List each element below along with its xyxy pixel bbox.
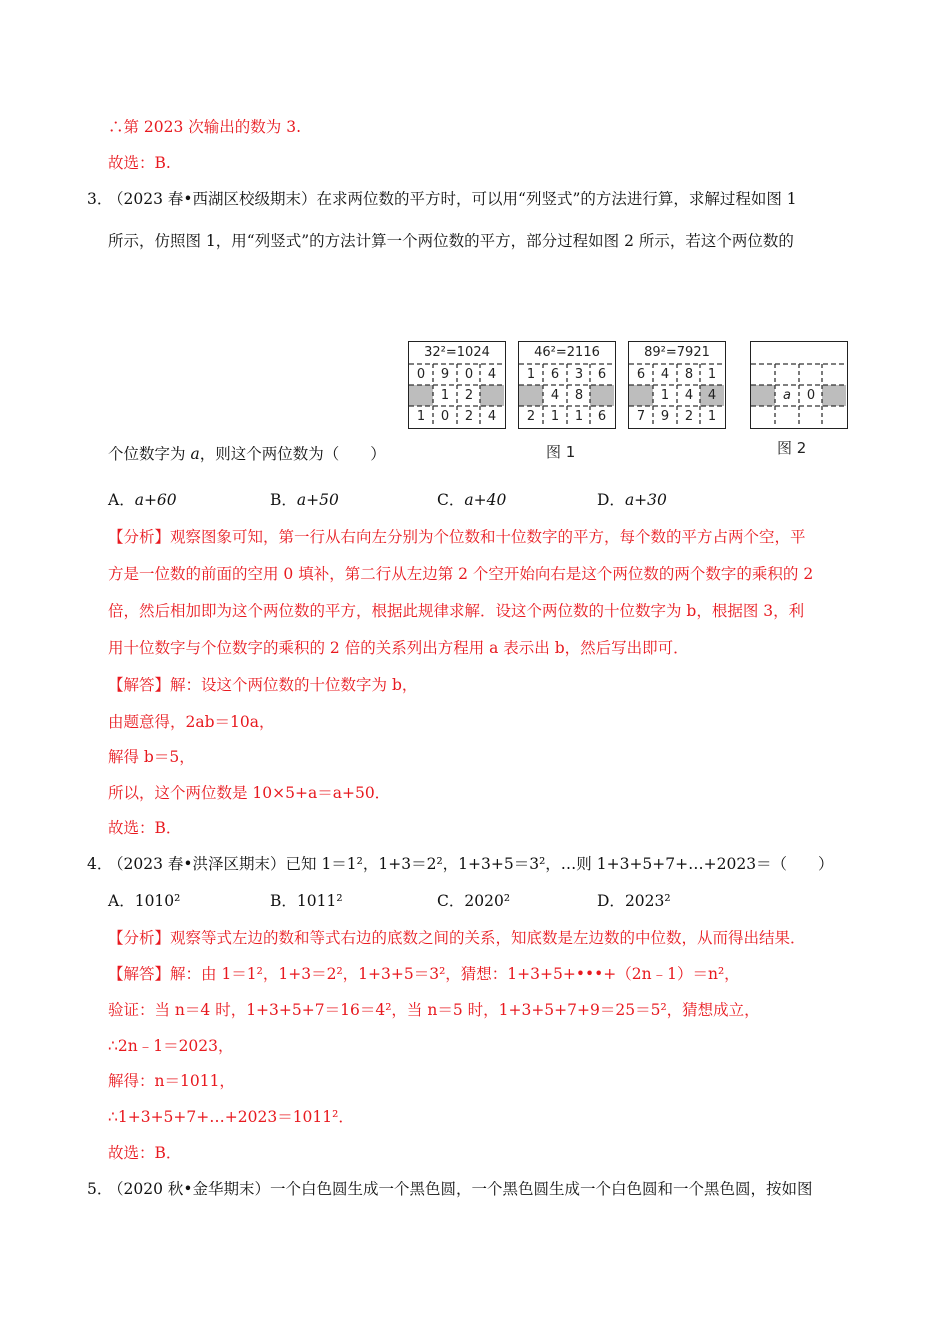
grid-digit: 4 (487, 367, 497, 382)
grid-digit: 7 (636, 409, 646, 424)
q4-option-d[interactable]: D．2023² (597, 892, 671, 910)
grid-digit: 0 (440, 409, 450, 424)
grid-digit: 6 (550, 367, 560, 382)
grid-digit: 8 (574, 388, 584, 403)
q3-answer: 故选：B． (108, 819, 182, 837)
figure1-caption: 图 1 (546, 443, 576, 461)
prev-conclusion: ∴第 2023 次输出的数为 3. (108, 118, 302, 136)
grid-header: 46²=2116 (534, 345, 600, 360)
grid-digit: 2 (464, 409, 474, 424)
q3-number: 3． (87, 190, 113, 208)
grid-digit: 0 (806, 388, 816, 403)
q4-analysis: 【分析】观察等式左边的数和等式右边的底数之间的关系，知底数是左边数的中位数，从而得出结果． (108, 929, 806, 947)
grid-digit: 2 (464, 388, 474, 403)
grid-digit: 2 (684, 409, 694, 424)
q3-option-c[interactable]: C．a+40 (437, 491, 507, 509)
q3-analysis-line4: 用十位数字与个位数字的乘积的 2 倍的关系列出方程用 a 表示出 b，然后写出即可． (108, 639, 689, 657)
solution-tag: 【解答】 (108, 676, 171, 694)
q5-number: 5． (87, 1180, 113, 1198)
q3-option-b[interactable]: B．a+50 (270, 491, 339, 509)
q4-solution-line1: 【解答】解：由 1＝1²，1+3＝2²，1+3+5＝3²，猜想：1+3+5+•••+（2n﹣1）＝n²， (108, 965, 740, 983)
grid-digit: a (783, 388, 791, 403)
q3-stem-line3: 个位数字为 a，则这个两位数为（ ） (108, 445, 386, 463)
analysis-tag: 【分析】 (108, 528, 171, 546)
q3-stem-line2: 所示，仿照图 1，用“列竖式”的方法计算一个两位数的平方，部分过程如图 2 所示，若这个两位数的 (108, 232, 794, 250)
shaded-cell (822, 385, 846, 406)
grid-digit: 1 (550, 409, 560, 424)
shaded-cell (629, 385, 653, 406)
q3-analysis-line1: 【分析】观察图象可知，第一行从右向左分别为个位数和十位数字的平方，每个数的平方占两个空，平 (108, 528, 806, 546)
q4-answer: 故选：B． (108, 1144, 182, 1162)
grid-digit: 4 (684, 388, 694, 403)
grid-digit: 1 (707, 367, 717, 382)
prev-answer: 故选：B. (108, 154, 171, 172)
grid-digit: 4 (660, 367, 670, 382)
grid-digit: 1 (574, 409, 584, 424)
grid-digit: 1 (440, 388, 450, 403)
grid-digit: 2 (526, 409, 536, 424)
grid-digit: 6 (597, 367, 607, 382)
q3-solution-line2: 由题意得，2ab＝10a， (108, 713, 275, 731)
shaded-cell (519, 385, 543, 406)
q4-solution-line5: ∴1+3+5+7+…+2023＝1011²． (108, 1108, 354, 1126)
grid-digit: 9 (440, 367, 450, 382)
grid-header: 32²=1024 (424, 345, 490, 360)
grid-digit: 1 (526, 367, 536, 382)
q3-analysis-line3: 倍，然后相加即为这个两位数的平方，根据此规律求解．设这个两位数的十位数字为 b，根据图 3，利 (108, 602, 805, 620)
grid-figure-1 (408, 341, 506, 429)
q3-stem-line1: （2023 春•西湖区校级期末）在求两位数的平方时，可以用“列竖式”的方法进行算，求解过程如图 1 (108, 190, 797, 208)
grid-figure-4 (750, 341, 848, 429)
q4-option-c[interactable]: C．2020² (437, 892, 511, 910)
grid-digit: 6 (597, 409, 607, 424)
grid-digit: 4 (707, 388, 717, 403)
grid-digit: 3 (574, 367, 584, 382)
q3-option-a[interactable]: A．a+60 (108, 491, 177, 509)
grid-header: 89²=7921 (644, 345, 710, 360)
shaded-cell (409, 385, 433, 406)
grid-figure-2 (518, 341, 616, 429)
shaded-cell (480, 385, 504, 406)
analysis-tag: 【分析】 (108, 929, 171, 947)
q3-solution-line3: 解得 b＝5， (108, 748, 195, 766)
q3-solution-line1: 【解答】解：设这个两位数的十位数字为 b， (108, 676, 418, 694)
shaded-cell (751, 385, 775, 406)
grid-digit: 6 (636, 367, 646, 382)
figure2-caption: 图 2 (777, 439, 807, 457)
grid-digit: 4 (487, 409, 497, 424)
shaded-cell (590, 385, 614, 406)
q4-solution-line4: 解得：n＝1011， (108, 1072, 235, 1090)
grid-digit: 0 (416, 367, 426, 382)
grid-digit: 1 (660, 388, 670, 403)
grid-digit: 8 (684, 367, 694, 382)
grid-figure-3 (628, 341, 726, 429)
grid-digit: 1 (416, 409, 426, 424)
grid-digit: 4 (550, 388, 560, 403)
q4-stem: （2023 春•洪泽区期末）已知 1＝1²，1+3＝2²，1+3+5＝3²，…则 1+3+5+7+…+2023＝（ ） (108, 855, 834, 873)
grid-digit: 9 (660, 409, 670, 424)
grid-digit: 1 (707, 409, 717, 424)
q3-option-d[interactable]: D．a+30 (597, 491, 667, 509)
solution-tag: 【解答】 (108, 965, 171, 983)
q4-solution-line3: ∴2n﹣1＝2023， (108, 1037, 234, 1055)
grid-digit: 0 (464, 367, 474, 382)
q5-stem: （2020 秋•金华期末）一个白色圆生成一个黑色圆，一个黑色圆生成一个白色圆和一个黑色圆，按如图 (108, 1180, 813, 1198)
q4-solution-line2: 验证：当 n＝4 时，1+3+5+7＝16＝4²，当 n＝5 时，1+3+5+7+9＝25＝5²，猜想成立， (108, 1001, 760, 1019)
q3-analysis-line2: 方是一位数的前面的空用 0 填补，第二行从左边第 2 个空开始向右是这个两位数的两个数字的乘积的 2 (108, 565, 814, 583)
q4-option-b[interactable]: B．1011² (270, 892, 343, 910)
q4-number: 4． (87, 855, 113, 873)
q3-solution-line4: 所以，这个两位数是 10×5+a＝a+50． (108, 784, 391, 802)
q4-option-a[interactable]: A．1010² (108, 892, 181, 910)
